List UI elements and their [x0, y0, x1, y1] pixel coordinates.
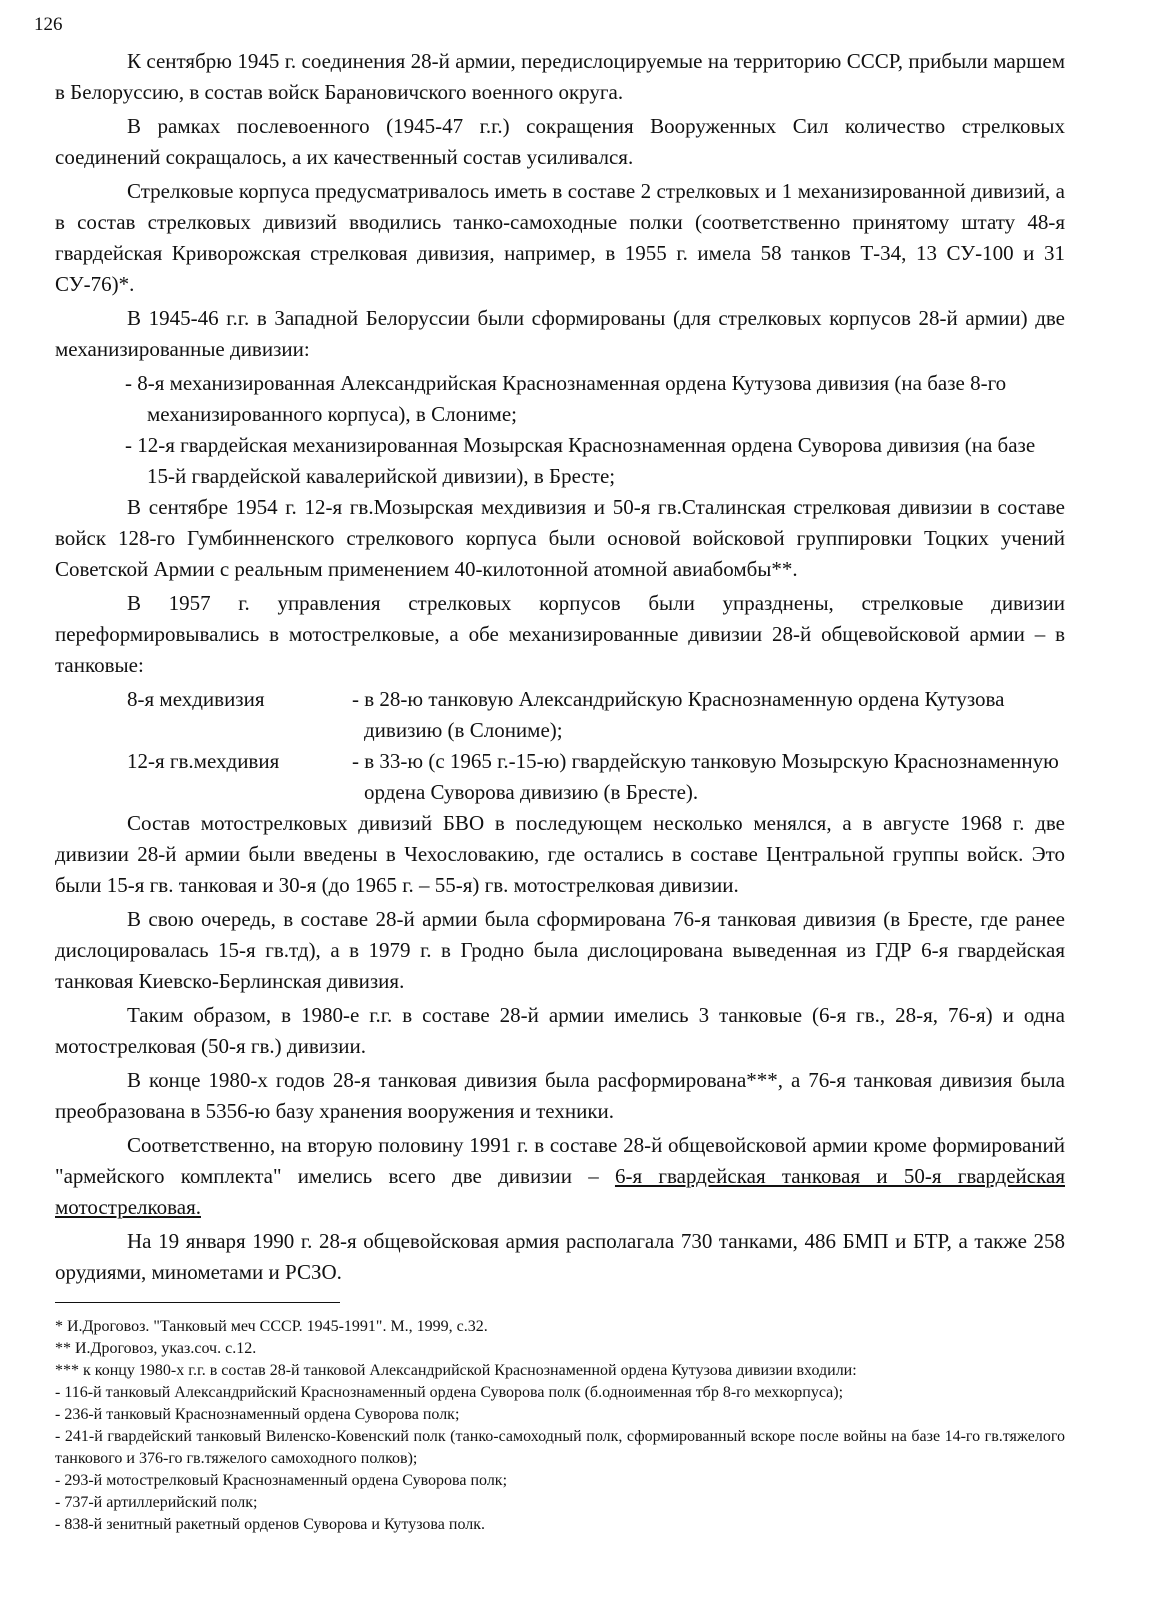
paragraph-10-text-a: В конце 1980-х годов 28-я танковая дивизия была расформирована	[127, 1068, 747, 1092]
paragraph-11	[55, 1130, 1065, 1223]
footnote: *** к концу 1980-х г.г. в состав 28-й танковой Александрийской Краснознаменной ордена Кутузова дивизии входили:	[55, 1362, 857, 1379]
main-text	[55, 46, 1065, 1291]
footnote-list-item: - 737-й артиллерийский полк;	[55, 1494, 258, 1511]
footnote-mark-3: ***	[746, 1068, 778, 1092]
paragraph-9: Таким образом, в 1980-е г.г. в составе 28-й армии имелись 3 танковые (6-я гв., 28-я, 76-я) и одна мотострелковая (50-я гв.) дивизии.	[55, 1003, 1065, 1058]
footnote-mark-2: **	[771, 557, 793, 581]
footnote-list-item: - 838-й зенитный ракетный орденов Суворова и Кутузова полк.	[55, 1516, 485, 1533]
table-row	[55, 746, 1065, 808]
paragraph-3: Стрелковые корпуса предусматривалось иметь в составе 2 стрелковых и 1 механизированной дивизий, а в состав стрелковых дивизий вводились танко-самоходные полки (соответственно принятому штату 48-я гвардейская Криворожская стрелковая дивизия, например, в 1955 г. имела 58 танков Т-34, 13 СУ-100 и 31 СУ-76)*.	[55, 179, 1065, 296]
table-cell-conversion: - в 33-ю (с 1965 г.-15-ю) гвардейскую танковую Мозырскую Краснознаменную ордена Суворова дивизию (в Бресте).	[352, 749, 1059, 804]
list-item: - 8-я механизированная Александрийская Краснознаменная ордена Кутузова дивизия (на базе 8-го механизированного корпуса), в Слониме;	[125, 371, 1007, 426]
footnote-mark-1: *	[118, 272, 130, 296]
paragraph-2: В рамках послевоенного (1945-47 г.г.) сокращения Вооруженных Сил количество стрелковых соединений сокращалось, а их качественный состав усиливался.	[55, 114, 1065, 169]
list-item: - 12-я гвардейская механизированная Мозырская Краснознаменная ордена Суворова дивизия (на базе 15-й гвардейской кавалерийской дивизии), в Бресте;	[125, 433, 1036, 488]
paragraph-10	[55, 1065, 1065, 1127]
paragraph-1: К сентябрю 1945 г. соединения 28-й армии, передислоцируемые на территорию СССР, прибыли маршем в Белоруссию, в состав войск Барановичского военного округа.	[55, 49, 1065, 104]
page-number: 126	[34, 14, 63, 35]
paragraph-5: В сентябре 1954 г. 12-я гв.Мозырская мехдивизия и 50-я гв.Сталинская стрелковая дивизии в составе войск 128-го Гумбинненского стрелкового корпуса были основой войсковой группировки Тоцких учений Советской Армии с реальным применением 40-килотонной атомной авиабомбы**.	[55, 495, 1065, 581]
table-cell-division: 8-я мехдивизия	[127, 687, 265, 711]
table-cell-division: 12-я гв.мехдивия	[127, 749, 280, 773]
footnote-list-item: - 116-й танковый Александрийский Краснознаменный ордена Суворова полк (б.одноименная тбр 8-го мехкорпуса);	[55, 1384, 844, 1401]
table-cell-conversion: - в 28-ю танковую Александрийскую Краснознаменную ордена Кутузова дивизию (в Слониме);	[352, 687, 1005, 742]
footnotes	[55, 1316, 1065, 1536]
underlined-divisions: 6-я гвардейская танковая и 50-я гвардейская мотострелковая.	[55, 1164, 1065, 1219]
footnote-list-item: - 293-й мотострелковый Краснознаменный ордена Суворова полк;	[55, 1472, 508, 1489]
table-row	[55, 684, 1065, 746]
footnote-list-item: - 241-й гвардейский танковый Виленско-Ковенский полк (танко-самоходный полк, сформированный вскоре после войны на базе 14-го гв.тяжелого танкового и 376-го гв.тяжелого самоходного полков);	[55, 1428, 1065, 1467]
footnote-list-item: - 236-й танковый Краснознаменный ордена Суворова полк;	[55, 1406, 460, 1423]
paragraph-4: В 1945-46 г.г. в Западной Белоруссии были сформированы (для стрелковых корпусов 28-й армии) две механизированные дивизии:	[55, 306, 1065, 361]
footnote: * И.Дроговоз. "Танковый меч СССР. 1945-1991". М., 1999, с.32.	[55, 1318, 488, 1335]
paragraph-11-text: Соответственно, на вторую половину 1991 г. в составе 28-й общевойсковой армии кроме формирований "армейского комплекта" имелись всего две дивизии –	[55, 1133, 1065, 1188]
paragraph-10-text-b: , а 76-я танковая дивизия была преобразована в 5356-ю базу хранения вооружения и техники.	[55, 1068, 1065, 1123]
paragraph-5-text: В сентябре 1954 г. 12-я гв.Мозырская мехдивизия и 50-я гв.Сталинская стрелковая дивизии в составе войск 128-го Гумбинненского стрелкового корпуса были основой войсковой группировки Тоцких учений Советской Армии с реальным применением 40-килотонной атомной авиабомбы	[55, 495, 1065, 581]
paragraph-12: На 19 января 1990 г. 28-я общевойсковая армия располагала 730 танками, 486 БМП и БТР, а также 258 орудиями, минометами и РСЗО.	[55, 1229, 1065, 1284]
footnote: ** И.Дроговоз, указ.соч. с.12.	[55, 1340, 257, 1357]
paragraph-6: В 1957 г. управления стрелковых корпусов были упразднены, стрелковые дивизии переформировывались в мотострелковые, а обе механизированные дивизии 28-й общевойсковой армии – в танковые:	[55, 591, 1065, 677]
paragraph-3-text: Стрелковые корпуса предусматривалось иметь в составе 2 стрелковых и 1 механизированной дивизий, а в состав стрелковых дивизий вводились танко-самоходные полки (соответственно принятому штату 48-я гвардейская Криворожская стрелковая дивизия, например, в 1955 г. имела 58 танков Т-34, 13 СУ-100 и 31 СУ-76)	[55, 179, 1065, 296]
footnote-divider	[55, 1302, 340, 1303]
paragraph-7: Состав мотострелковых дивизий БВО в последующем несколько менялся, а в августе 1968 г. две дивизии 28-й армии были введены в Чехословакию, где остались в составе Центральной группы войск. Это были 15-я гв. танковая и 30-я (до 1965 г. – 55-я) гв. мотострелковая дивизии.	[55, 811, 1065, 897]
paragraph-8: В свою очередь, в составе 28-й армии была сформирована 76-я танковая дивизия (в Бресте, где ранее дислоцировалась 15-я гв.тд), а в 1979 г. в Гродно была дислоцирована выведенная из ГДР 6-я гвардейская танковая Киевско-Берлинская дивизия.	[55, 907, 1065, 993]
